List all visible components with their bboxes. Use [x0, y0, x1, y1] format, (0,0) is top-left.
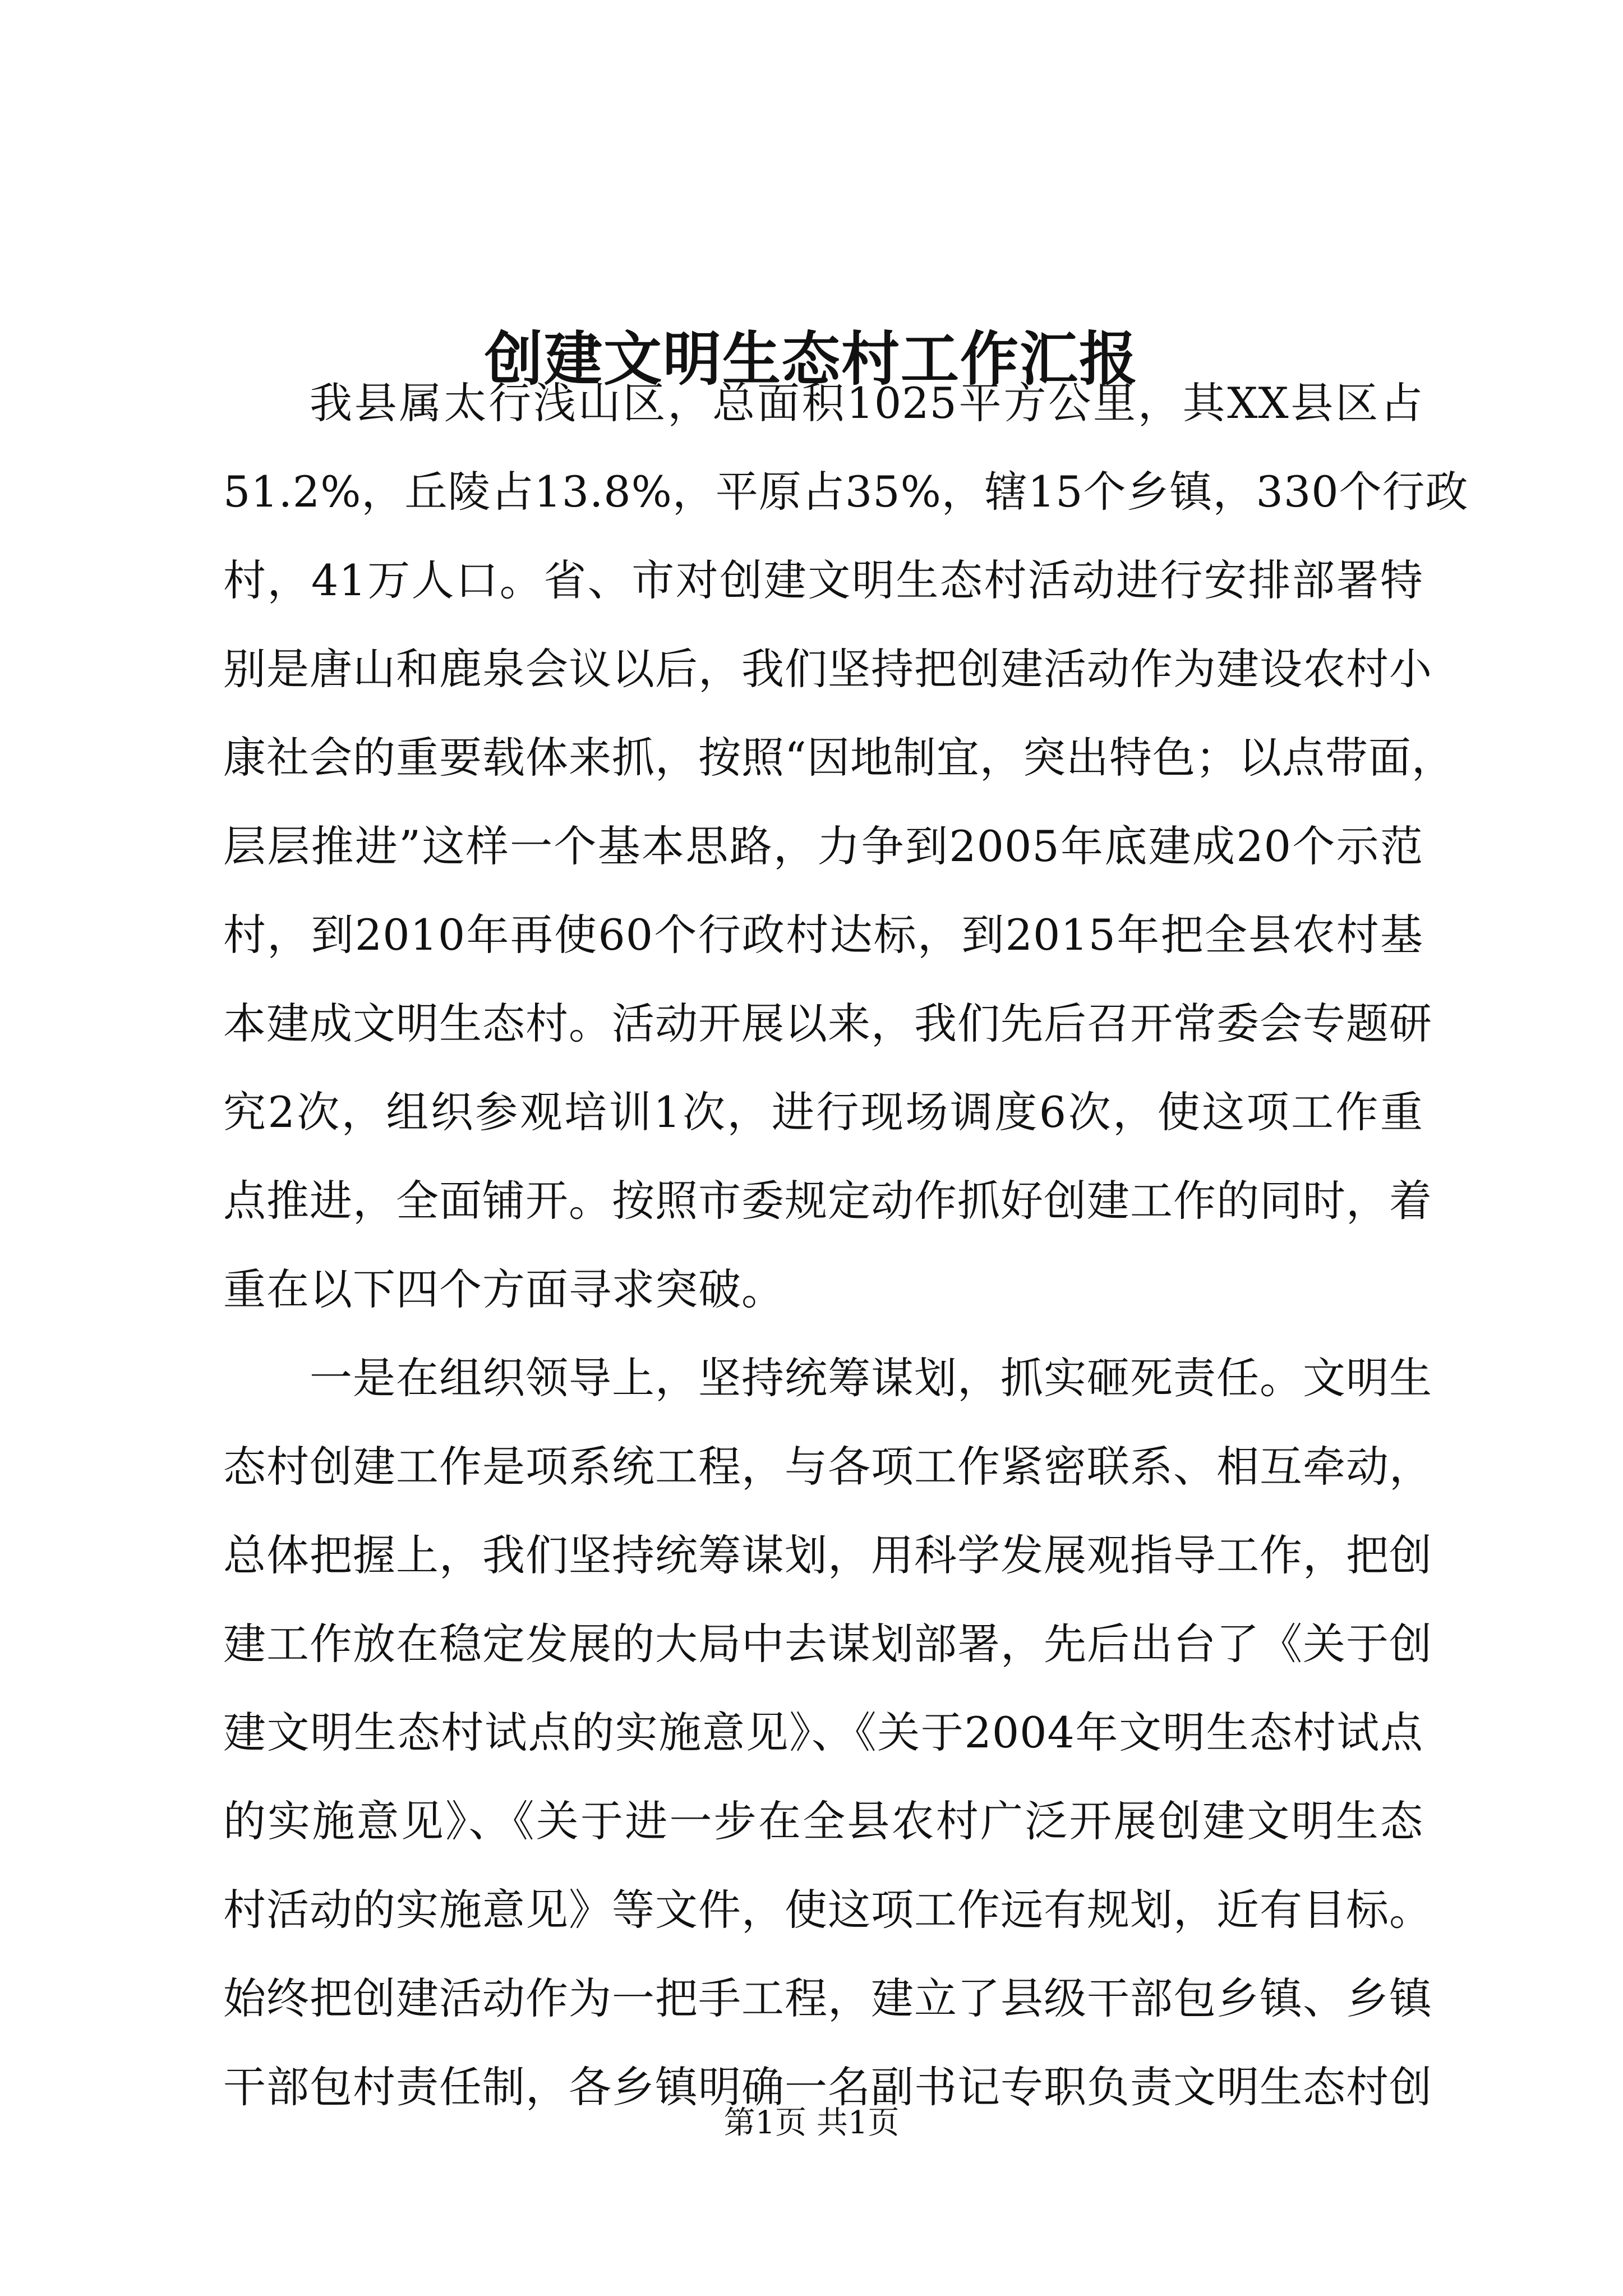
paragraph-1-line-11: 重在以下四个方面寻求突破。 — [223, 1264, 785, 1314]
paragraph-2-line-6: 的实施意见》、《关于进一步在全县农村广泛开展创建文明生态 — [223, 1796, 1423, 1846]
paragraph-1-line-6: 层层推进”这样一个基本思路，力争到2005年底建成20个示范 — [223, 821, 1423, 871]
page-footer: 第1页 共1页 — [723, 2105, 900, 2141]
paragraph-2-line-2: 态村创建工作是项系统工程，与各项工作紧密联系、相互牵动， — [223, 1442, 1432, 1492]
paragraph-1-line-3: 村，41万人口。省、市对创建文明生态村活动进行安排部署特 — [223, 555, 1423, 605]
paragraph-1-line-1: 我县属太行浅山区，总面积1025平方公里，其XX县区占 — [310, 378, 1423, 428]
document-body — [223, 359, 1469, 2132]
document-title: 创建文明生态村工作汇报 — [484, 324, 1138, 393]
paragraph-1-line-8: 本建成文明生态村。活动开展以来，我们先后召开常委会专题研 — [223, 999, 1432, 1048]
paragraph-1-line-7: 村，到2010年再使60个行政村达标，到2015年把全县农村基 — [223, 910, 1423, 960]
paragraph-2-line-5: 建文明生态村试点的实施意见》、《关于2004年文明生态村试点 — [223, 1708, 1423, 1757]
paragraph-2-line-9: 干部包村责任制，各乡镇明确一名副书记专职负责文明生态村创 — [223, 2062, 1432, 2112]
paragraph-2-line-8: 始终把创建活动作为一把手工程，建立了县级干部包乡镇、乡镇 — [223, 1973, 1432, 2023]
paragraph-1-line-5: 康社会的重要载体来抓，按照“因地制宜，突出特色；以点带面， — [223, 733, 1455, 783]
paragraph-2-line-1: 一是在组织领导上，坚持统筹谋划，抓实砸死责任。文明生 — [310, 1353, 1432, 1403]
paragraph-1-line-4: 别是唐山和鹿泉会议以后，我们坚持把创建活动作为建设农村小 — [223, 644, 1432, 694]
paragraph-2-line-4: 建工作放在稳定发展的大局中去谋划部署，先后出台了《关于创 — [223, 1619, 1432, 1669]
paragraph-2-line-7: 村活动的实施意见》等文件，使这项工作远有规划，近有目标。 — [223, 1885, 1432, 1935]
paragraph-1-line-9: 究2次，组织参观培训1次，进行现场调度6次，使这项工作重 — [223, 1087, 1423, 1137]
paragraph-2-line-3: 总体把握上，我们坚持统筹谋划，用科学发展观指导工作，把创 — [223, 1530, 1432, 1580]
paragraph-1-line-2: 51.2%，丘陵占13.8%，平原占35%，辖15个乡镇，330个行政 — [223, 467, 1469, 517]
paragraph-1-line-10: 点推进，全面铺开。按照市委规定动作抓好创建工作的同时，着 — [223, 1176, 1432, 1226]
